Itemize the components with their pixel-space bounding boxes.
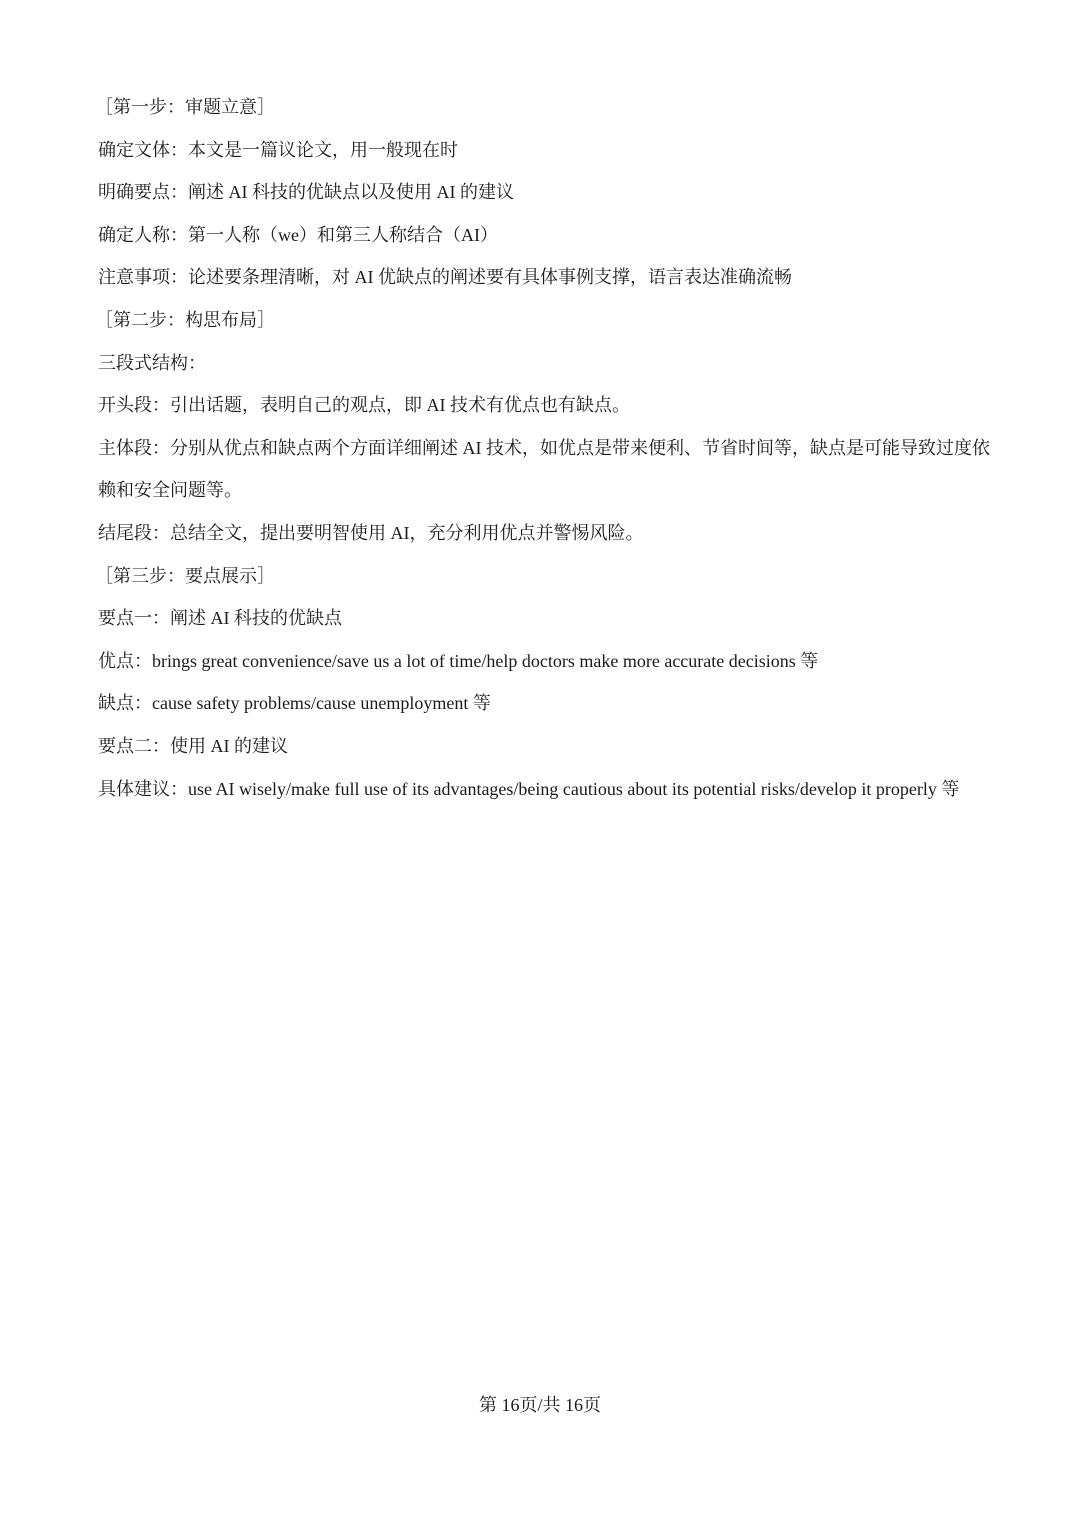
notes-line: 注意事项：论述要条理清晰，对 AI 优缺点的阐述要有具体事例支撑，语言表达准确流畅: [98, 267, 792, 288]
genre-line: 确定文体：本文是一篇议论文，用一般现在时: [98, 139, 458, 160]
opening-paragraph-line: 开头段：引出话题，表明自己的观点，即 AI 技术有优点也有缺点。: [98, 395, 630, 416]
disadvantages-line: 缺点：cause safety problems/cause unemployment 等: [98, 693, 491, 714]
step-one-heading: ［第一步：审题立意］: [95, 97, 275, 117]
closing-paragraph-line: 结尾段：总结全文，提出要明智使用 AI，充分利用优点并警惕风险。: [98, 522, 644, 543]
point-one-line: 要点一：阐述 AI 科技的优缺点: [98, 608, 342, 629]
body-paragraph-line: 主体段：分别从优点和缺点两个方面详细阐述 AI 技术，如优点是带来便利、节省时间等，缺点是可能导致过度依赖和安全问题等。: [98, 437, 990, 501]
structure-line: 三段式结构：: [98, 352, 206, 373]
key-points-line: 明确要点：阐述 AI 科技的优缺点以及使用 AI 的建议: [98, 182, 514, 203]
suggestions-line: 具体建议：use AI wisely/make full use of its advantages/being cautious about its potential risks/develop it properly 等: [98, 778, 960, 799]
step-two-heading: ［第二步：构思布局］: [95, 309, 275, 330]
page-content: [95, 86, 990, 810]
advantages-line: 优点：brings great convenience/save us a lot of time/help doctors make more accurate decisions 等: [98, 650, 819, 671]
page-footer: 第 16页/共 16页: [478, 1395, 601, 1415]
person-line: 确定人称：第一人称（we）和第三人称结合（AI）: [98, 224, 498, 245]
step-three-heading: ［第三步：要点展示］: [95, 565, 275, 586]
point-two-line: 要点二：使用 AI 的建议: [98, 735, 288, 756]
